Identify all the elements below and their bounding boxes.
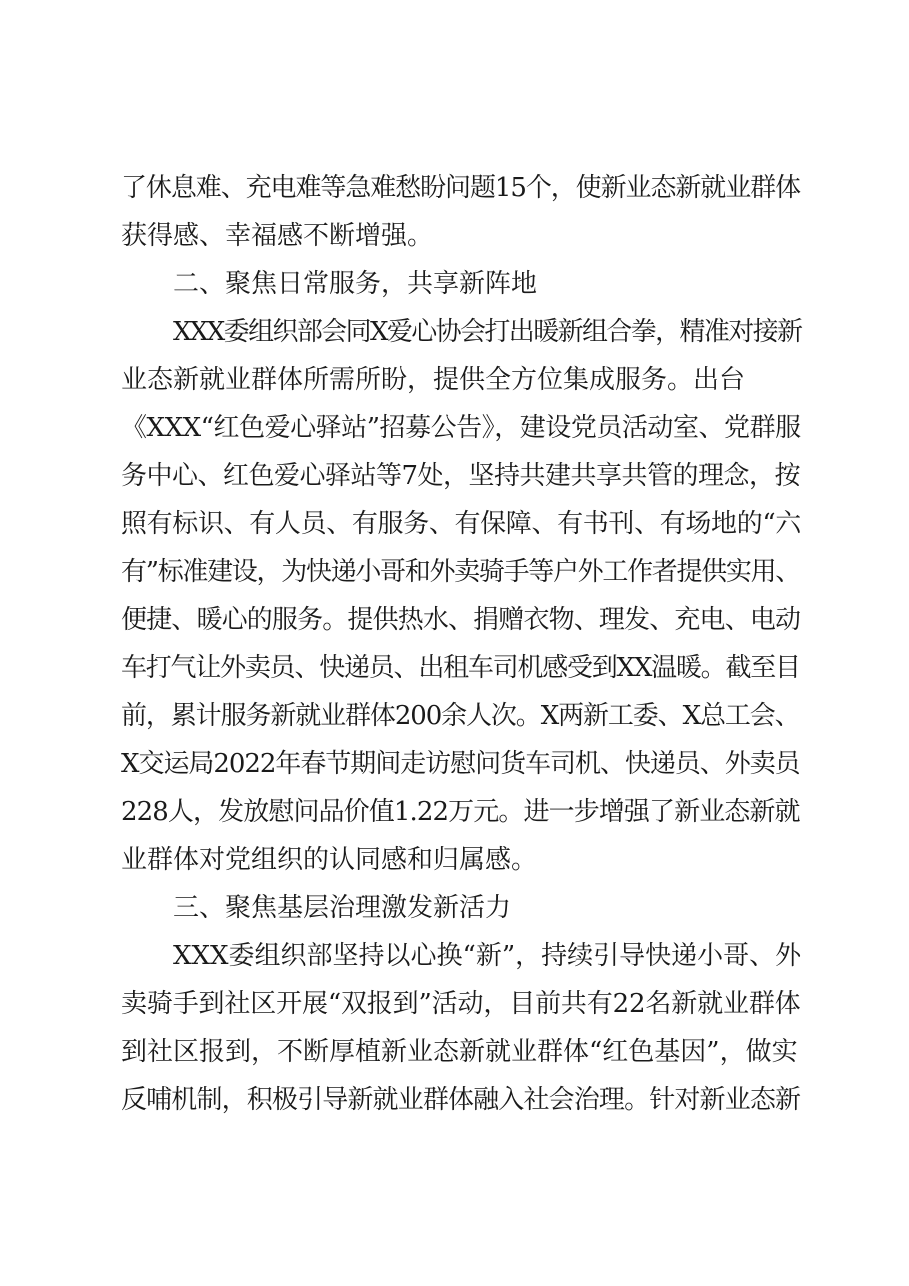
paragraph-first-line: XXX委组织部会同X爱心协会打出暖新组合拳，精准对接新 xyxy=(173,317,802,347)
body-text-line: 到社区报到，不断厚植新业态新就业群体“红色基因”，做实 xyxy=(121,1037,798,1067)
body-text-line: 照有标识、有人员、有服务、有保障、有书刊、有场地的“六 xyxy=(121,509,801,539)
body-text-line: 业态新就业群体所需所盼，提供全方位集成服务。出台 xyxy=(121,365,746,395)
body-text-line: 《XXX“红色爱心驿站”招募公告》，建设党员活动室、党群服 xyxy=(121,413,801,443)
body-text-line: 卖骑手到社区开展“双报到”活动，目前共有22名新就业群体 xyxy=(121,989,801,1019)
body-text-line: 228人，发放慰问品价值1.22万元。进一步增强了新业态新就 xyxy=(121,797,800,827)
body-text-line: 反哺机制，积极引导新就业群体融入社会治理。针对新业态新 xyxy=(121,1085,801,1115)
section-heading-3: 三、聚焦基层治理激发新活力 xyxy=(173,893,512,923)
body-text-line: 了休息难、充电难等急难愁盼问题15个，使新业态新就业群体 xyxy=(121,173,801,203)
body-text-line: X交运局2022年春节期间走访慰问货车司机、快递员、外卖员 xyxy=(121,749,800,779)
body-text-line: 业群体对党组织的认同感和归属感。 xyxy=(121,845,538,875)
section-heading-2: 二、聚焦日常服务，共享新阵地 xyxy=(173,269,538,299)
body-text-line: 务中心、红色爱心驿站等7处，坚持共建共享共管的理念，按 xyxy=(121,461,801,491)
body-text-line: 获得感、幸福感不断增强。 xyxy=(121,221,434,251)
body-text-line: 有”标准建设，为快递小哥和外卖骑手等户外工作者提供实用、 xyxy=(121,557,800,587)
paragraph-first-line: XXX委组织部坚持以心换“新”，持续引导快递小哥、外 xyxy=(173,941,802,971)
body-text-line: 车打气让外卖员、快递员、出租车司机感受到XX温暖。截至目 xyxy=(121,653,800,683)
body-text-line: 前，累计服务新就业群体200余人次。X两新工委、X总工会、 xyxy=(121,701,800,731)
body-text-line: 便捷、暖心的服务。提供热水、捐赠衣物、理发、充电、电动 xyxy=(121,605,801,635)
